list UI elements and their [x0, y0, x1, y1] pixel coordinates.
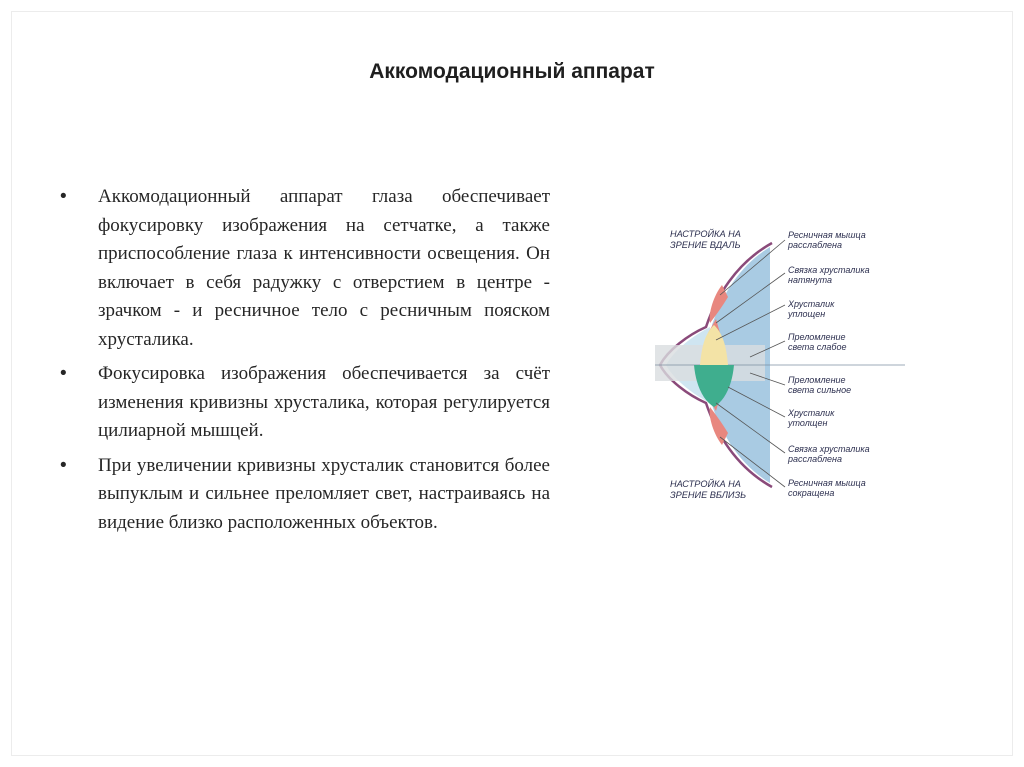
bullet-text: Аккомодационный аппарат глаза обеспечивает фокусировку изображения на сетчатке, а также приспособление глаза к интенсивности освещения. Он включает в себя радужку с отверстием в центре - зрачком - и ресничное тело с ресничным пояском хрусталика. — [98, 186, 550, 350]
bullet-icon: • — [60, 454, 67, 476]
near-heading-line-2: ЗРЕНИЕ ВБЛИЗЬ — [670, 490, 747, 500]
bullet-icon: • — [60, 363, 67, 384]
label-near-3b: расслаблена — [788, 454, 842, 464]
label-near-4a: Ресничная мышца — [788, 478, 866, 488]
label-near-2b: утолщен — [788, 418, 828, 428]
bullet-item — [60, 183, 550, 354]
label-far-2a: Связка хрусталика — [788, 265, 870, 275]
label-near-3a: Связка хрусталика — [788, 444, 870, 454]
near-heading-line-1: НАСТРОЙКА НА — [670, 479, 741, 489]
label-far-4a: Преломление — [788, 332, 846, 342]
label-far-1b: расслаблена — [788, 240, 842, 250]
far-heading-line-2: ЗРЕНИЕ ВДАЛЬ — [670, 240, 741, 250]
label-far-1a: Ресничная мышца — [788, 230, 866, 240]
bullet-icon: • — [60, 186, 67, 207]
bullet-item — [60, 452, 550, 538]
label-far-3b: уплощен — [788, 309, 826, 319]
bullet-item — [60, 360, 550, 446]
bullet-text: При увеличении кривизны хрусталик становится более выпуклым и сильнее преломляет свет, настраиваясь на видение близко расположенных объектов. — [98, 454, 550, 533]
label-near-2a: Хрусталик — [788, 408, 835, 418]
accommodation-diagram — [650, 215, 910, 515]
label-far-4b: света слабое — [788, 342, 847, 352]
label-far-2b: натянута — [788, 275, 833, 285]
bullet-list — [60, 183, 550, 543]
far-heading-line-1: НАСТРОЙКА НА — [670, 229, 741, 239]
label-near-1b: света сильное — [788, 385, 852, 395]
slide-title: Аккомодационный аппарат — [369, 60, 655, 83]
label-far-3a: Хрусталик — [788, 299, 835, 309]
label-near-4b: сокращена — [788, 488, 835, 498]
label-near-1a: Преломление — [788, 375, 846, 385]
bullet-text: Фокусировка изображения обеспечивается за счёт изменения кривизны хрусталика, которая регулируется цилиарной мышцей. — [98, 363, 550, 441]
